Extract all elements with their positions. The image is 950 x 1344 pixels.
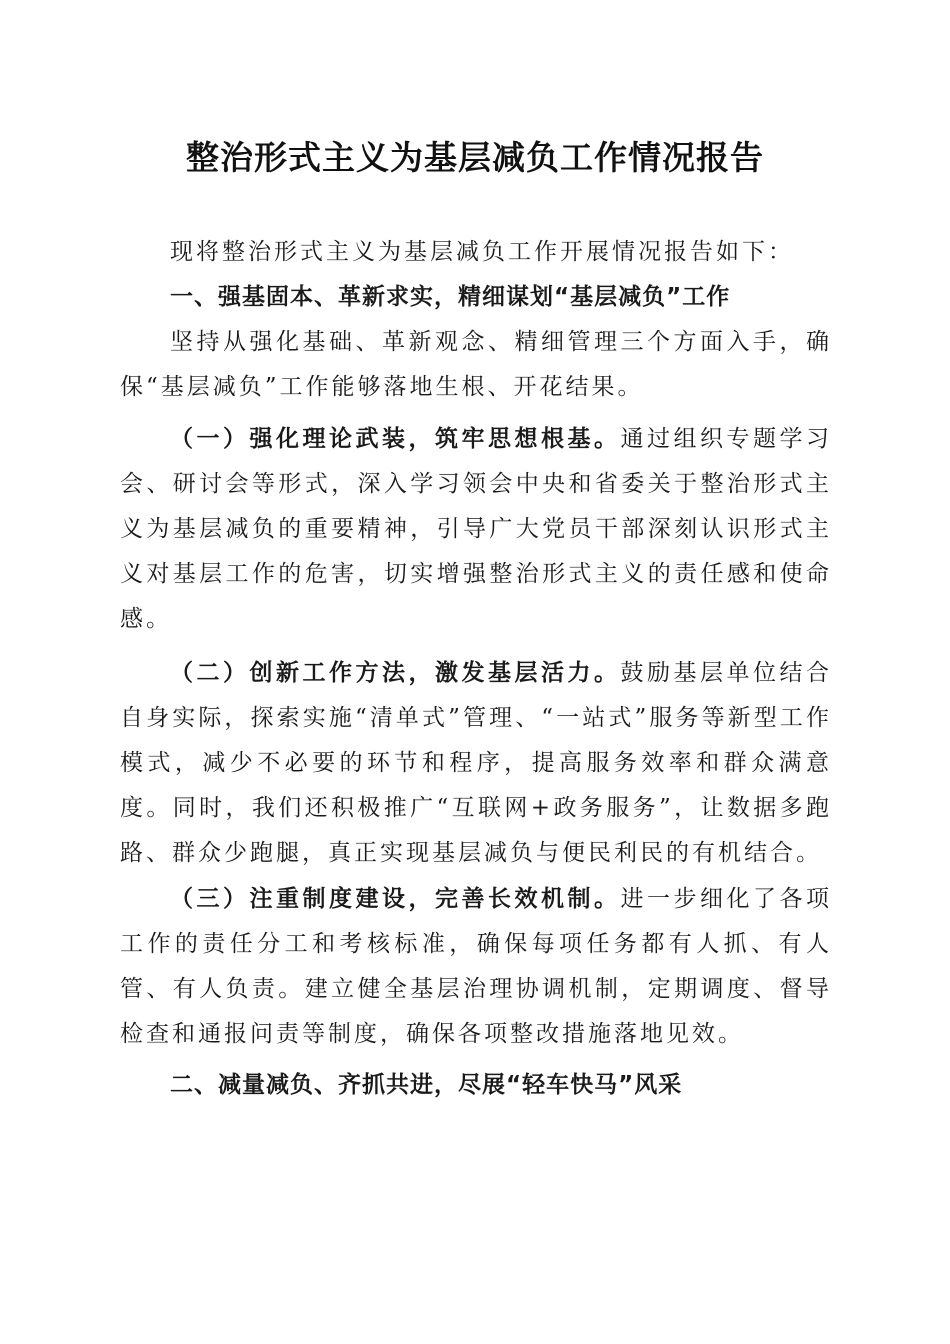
item-3-body: 进一步细化了各项工作的责任分工和考核标准，确保每项任务都有人抓、有人管、有人负责。建立健全基层治理协调机制，定期调度、督导检查和通报问责等制度，确保各项整改措施落地见效。	[120, 886, 832, 1047]
document-title: 整治形式主义为基层减负工作情况报告	[186, 138, 764, 177]
item-2-paragraph	[120, 650, 832, 876]
item-1-body: 通过组织专题学习会、研讨会等形式，深入学习领会中央和省委关于整治形式主义为基层减负的重要精神，引导广大党员干部深刻认识形式主义对基层工作的危害，切实增强整治形式主义的责任感和使命感。	[120, 426, 832, 632]
item-3-lead: （三）注重制度建设，完善长效机制。	[170, 885, 621, 912]
intro-paragraph: 现将整治形式主义为基层减负工作开展情况报告如下：	[170, 239, 794, 265]
section-1-heading: 一、强基固本、革新求实，精细谋划“基层减负”工作	[170, 284, 731, 310]
section-2-heading: 二、减量减负、齐抓共进，尽展“轻车快马”风采	[170, 1072, 683, 1098]
document-body	[120, 230, 832, 1108]
item-1-paragraph	[120, 416, 832, 642]
item-2-lead: （二）创新工作方法，激发基层活力。	[170, 659, 621, 686]
item-3-paragraph	[120, 876, 832, 1057]
item-1-lead: （一）强化理论武装，筑牢思想根基。	[170, 425, 621, 452]
item-2-body: 鼓励基层单位结合自身实际，探索实施“清单式”管理、“一站式”服务等新型工作模式，减少不必要的环节和程序，提高服务效率和群众满意度。同时，我们还积极推广“互联网+政务服务”，让数据多跑路、群众少跑腿，真正实现基层减负与便民利民的有机结合。	[120, 660, 832, 866]
section-1-paragraph: 坚持从强化基础、革新观念、精细管理三个方面入手，确保“基层减负”工作能够落地生根、开花结果。	[120, 329, 832, 400]
